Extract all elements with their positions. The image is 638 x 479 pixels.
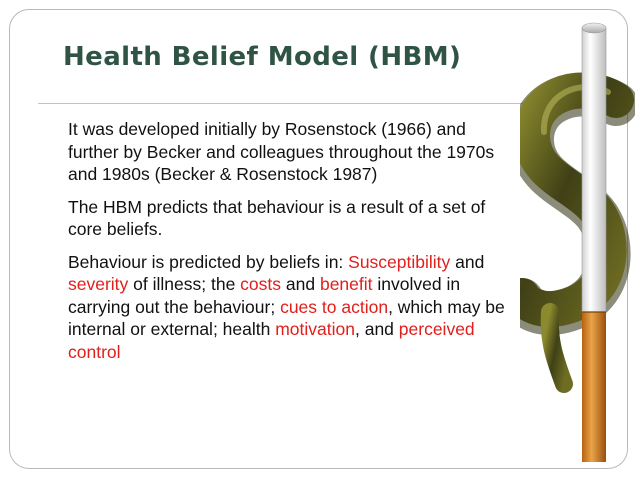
bullet-text: The HBM predicts that behaviour is a result of a set of core beliefs.	[68, 196, 486, 239]
highlight-severity: severity	[68, 274, 129, 294]
bullet-item	[42, 251, 512, 364]
text-run: and	[281, 274, 320, 294]
highlight-perceived-control: perceived control	[68, 319, 475, 362]
title-divider	[38, 103, 590, 104]
highlight-costs: costs	[240, 274, 282, 294]
highlight-benefit: benefit	[319, 274, 373, 294]
text-run: , and	[354, 319, 399, 339]
bullet-item	[42, 118, 512, 186]
text-run: , which may be internal or external; health	[68, 296, 505, 339]
text-run: involved in carrying out the behaviour;	[68, 274, 461, 317]
highlight-motivation: motivation	[275, 319, 355, 339]
text-run: and	[450, 251, 485, 272]
highlight-cues-to-action: cues to action	[280, 296, 389, 317]
bullet-list	[42, 118, 512, 363]
text-run: Behaviour is predicted by beliefs in:	[68, 251, 349, 272]
text-run: of illness; the	[128, 274, 241, 294]
dollar-sign-cigarette-icon	[520, 12, 635, 467]
slide-title: Health Belief Model (HBM)	[63, 42, 462, 72]
highlight-susceptibility: Susceptibility	[348, 251, 451, 272]
bullet-text	[68, 252, 505, 362]
bullet-item	[42, 196, 512, 241]
bullet-text: It was developed initially by Rosenstock (1966) and further by Becker and colleagues throughout the 1970s and 1980s (Becker & Rosenstock 1987)	[68, 119, 495, 184]
